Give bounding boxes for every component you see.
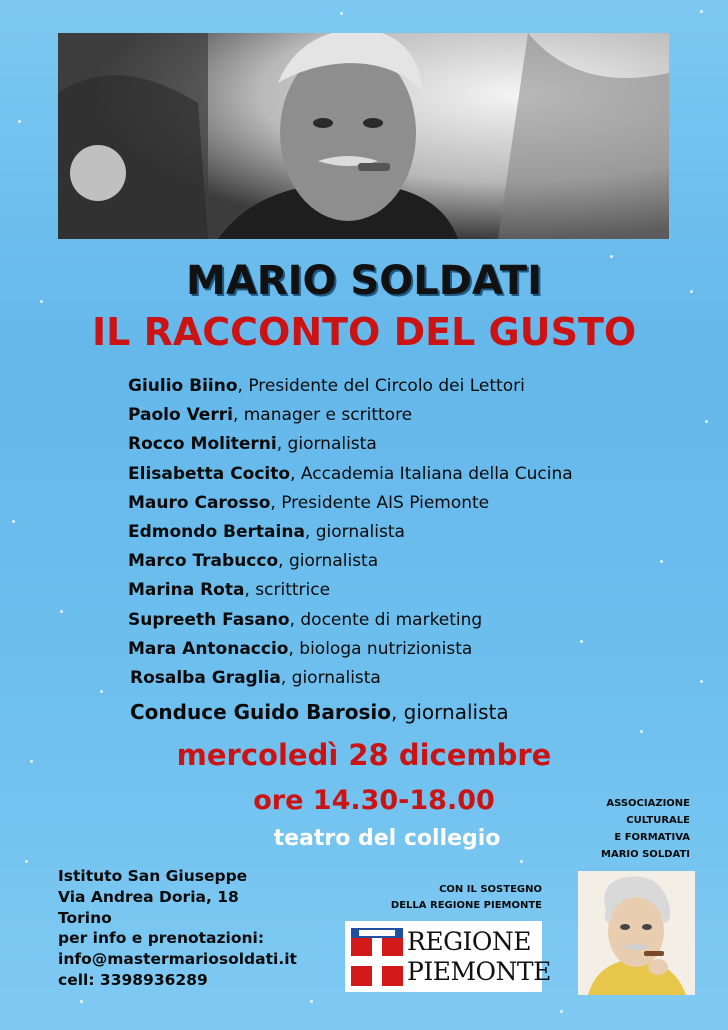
list-item (130, 664, 573, 693)
speaker-role: , scrittrice (244, 580, 331, 601)
speaker-role: , Accademia Italiana della Cucina (290, 463, 573, 484)
speaker-name: Giulio Biino (128, 376, 238, 396)
list-item (128, 460, 573, 489)
speaker-role: , giornalista (280, 667, 381, 688)
list-item (128, 576, 573, 605)
main-title: MARIO SOLDATI (186, 258, 542, 304)
association-line: E FORMATIVA (614, 832, 690, 843)
sponsor-caption (358, 882, 542, 914)
speaker-role: , manager e scrittore (232, 405, 413, 426)
regione-logo-line: REGIONE (407, 927, 532, 956)
moderator-name: Conduce Guido Barosio (130, 700, 391, 724)
speaker-name: Mara Antonaccio (128, 638, 289, 659)
speaker-role: , giornalista (278, 551, 379, 572)
speaker-name: Mauro Carosso (128, 492, 271, 513)
association-line: CULTURALE (626, 815, 690, 826)
event-time: ore 14.30-18.00 (253, 785, 495, 816)
address-line: Torino (58, 908, 112, 927)
speaker-role: , docente di marketing (289, 609, 483, 630)
subtitle: IL RACCONTO DEL GUSTO (92, 310, 637, 354)
speaker-name: Paolo Verri (128, 405, 233, 426)
event-date: mercoledì 28 dicembre (176, 738, 552, 772)
address-line: per info e prenotazioni: (58, 929, 265, 948)
association-name (582, 795, 690, 863)
speaker-name: Supreeth Fasano (128, 609, 290, 630)
list-item (128, 635, 573, 664)
speaker-role: , giornalista (276, 434, 377, 455)
header-photo (58, 33, 669, 239)
association-line: MARIO SOLDATI (601, 849, 690, 860)
speaker-name: Marco Trabucco (128, 551, 279, 572)
list-item (128, 547, 573, 576)
speaker-name: Rocco Moliterni (128, 434, 277, 455)
address-block (58, 866, 297, 991)
list-item (128, 489, 573, 518)
list-item (128, 430, 573, 459)
soldati-illustration (578, 871, 695, 995)
speaker-name: Marina Rota (128, 580, 245, 601)
association-line: ASSOCIAZIONE (606, 798, 690, 809)
list-item (128, 372, 573, 401)
regione-logo-line: PIEMONTE (407, 957, 551, 986)
address-line: Istituto San Giuseppe (58, 867, 248, 885)
phone-number: cell: 3398936289 (58, 970, 208, 989)
moderator-line (130, 700, 509, 724)
speaker-role: , biologa nutrizionista (288, 638, 473, 659)
email-link[interactable]: info@mastermariosoldati.it (58, 950, 297, 969)
event-venue: teatro del collegio (273, 826, 501, 851)
speaker-role: , Presidente AIS Piemonte (270, 492, 490, 513)
regione-piemonte-logo (345, 921, 551, 992)
moderator-role: , giornalista (390, 700, 509, 724)
regione-crest-icon (351, 928, 403, 986)
address-line: Via Andrea Doria, 18 (58, 887, 239, 906)
list-item (128, 401, 573, 430)
portrait-photo-illustration (58, 33, 669, 239)
speaker-role: , giornalista (304, 521, 405, 542)
speaker-name: Edmondo Bertaina (128, 521, 305, 542)
list-item (128, 518, 573, 547)
sponsor-caption-line: CON IL SOSTEGNO (439, 884, 542, 895)
speaker-role: , Presidente del Circolo dei Lettori (237, 376, 525, 396)
speaker-name: Rosalba Graglia (130, 667, 281, 688)
list-item (128, 606, 573, 635)
speaker-name: Elisabetta Cocito (128, 463, 291, 484)
caricature-portrait-icon (578, 871, 695, 995)
speaker-list (128, 372, 573, 693)
sponsor-caption-line: DELLA REGIONE PIEMONTE (390, 900, 542, 911)
